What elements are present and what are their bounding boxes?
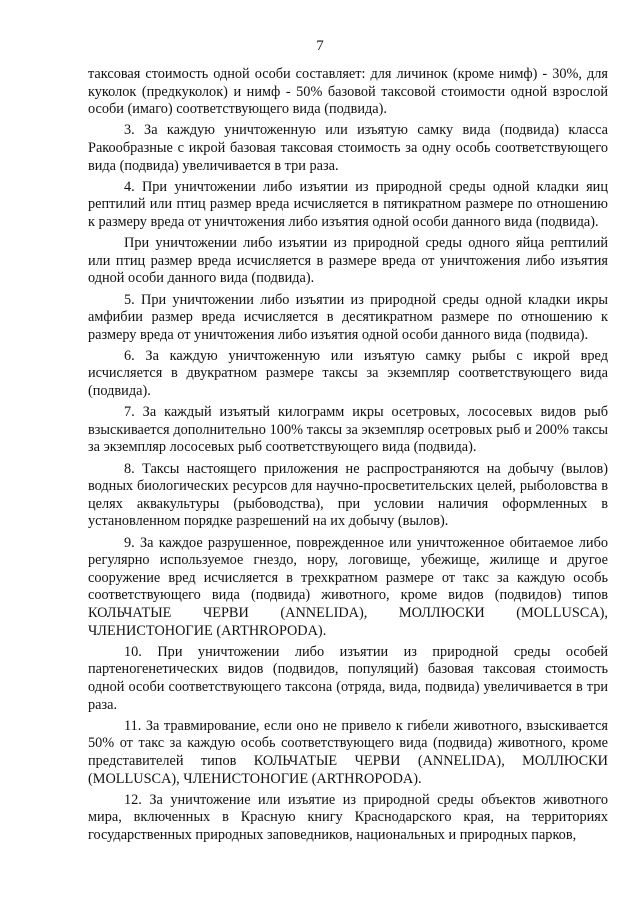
paragraph-item-9: 9. За каждое разрушенное, поврежденное или уничтоженное обитаемое либо регулярно используемое гнездо, нору, логовище, убежище, жилище и другое сооружение вред исчисляется в трехкратном размере от такс за каждую особь соответствующего вида (подвида) животного, кроме видов (подвидов) типов КОЛЬЧАТЫЕ ЧЕРВИ (ANNELIDA), МОЛЛЮСКИ (MOLLUSCA), ЧЛЕНИСТОНОГИЕ (ARTHROPODA). <box>88 534 608 639</box>
paragraph-item-6: 6. За каждую уничтоженную или изъятую самку рыбы с икрой вред исчисляется в двукратном размере таксы за экземпляр соответствующего вида (подвида). <box>88 347 608 400</box>
paragraph-item-5: 5. При уничтожении либо изъятии из природной среды одной кладки икры амфибии размер вреда исчисляется в десятикратном размере по отношению к размеру вреда от уничтожения либо изъятия одной особи данного вида (подвида). <box>88 291 608 343</box>
paragraph-item-8: 8. Таксы настоящего приложения не распространяются на добычу (вылов) водных биологических ресурсов для научно-просветительских целей, рыболовства в целях аквакультуры (рыбоводства), при условии наличия оформленных в установленном порядке разрешений на их добычу (вылов). <box>88 460 608 530</box>
paragraph-item-3: 3. За каждую уничтоженную или изъятую самку вида (подвида) класса Ракообразные с икрой базовая таксовая стоимость за одну особь соответствующего вида (подвида) увеличивается в три раза. <box>88 122 608 174</box>
paragraph-item-10: 10. При уничтожении либо изъятии из природной среды особей партеногенетических видов (подвидов, популяций) базовая таксовая стоимость одной особи соответствующего таксона (отряда, вида, подвида) увеличивается в три раза. <box>88 643 608 713</box>
paragraph-item-4-egg: При уничтожении либо изъятии из природной среды одного яйца рептилий или птиц размер вреда исчисляется в размере вреда от уничтожения либо изъятия одной особи данного вида (подвида). <box>88 235 608 287</box>
page-number: 7 <box>316 38 324 54</box>
paragraph-item-7: 7. За каждый изъятый килограмм икры осетровых, лососевых видов рыб взыскивается дополнительно 100% таксы за экземпляр осетровых рыб и 200% таксы за экземпляр лососевых рыб соответствующего вида (подвида). <box>88 404 608 456</box>
paragraph-continuation: таксовая стоимость одной особи составляет: для личинок (кроме нимф) - 30%, для куколок (предкуколок) и нимф - 50% базовой таксовой стоимости одной взрослой особи (имаго) соответствующего вида (подвида). <box>88 66 608 118</box>
paragraph-item-4: 4. При уничтожении либо изъятии из природной среды одной кладки яиц рептилий или птиц размер вреда исчисляется в пятикратном размере по отношению к размеру вреда от уничтожения либо изъятия одной особи данного вида (подвида). <box>88 178 608 230</box>
document-body <box>88 66 608 848</box>
paragraph-item-12: 12. За уничтожение или изъятие из природной среды объектов животного мира, включенных в Красную книгу Краснодарского края, на территориях государственных природных заповедников, национальных и природных парков, <box>88 791 608 843</box>
paragraph-item-11: 11. За травмирование, если оно не привело к гибели животного, взыскивается 50% от такс за каждую особь соответствующего вида (подвида) животного, кроме представителей типов КОЛЬЧАТЫЕ ЧЕРВИ (ANNELIDA), МОЛЛЮСКИ (MOLLUSCA), ЧЛЕНИСТОНОГИЕ (ARTHROPODA). <box>88 717 608 787</box>
